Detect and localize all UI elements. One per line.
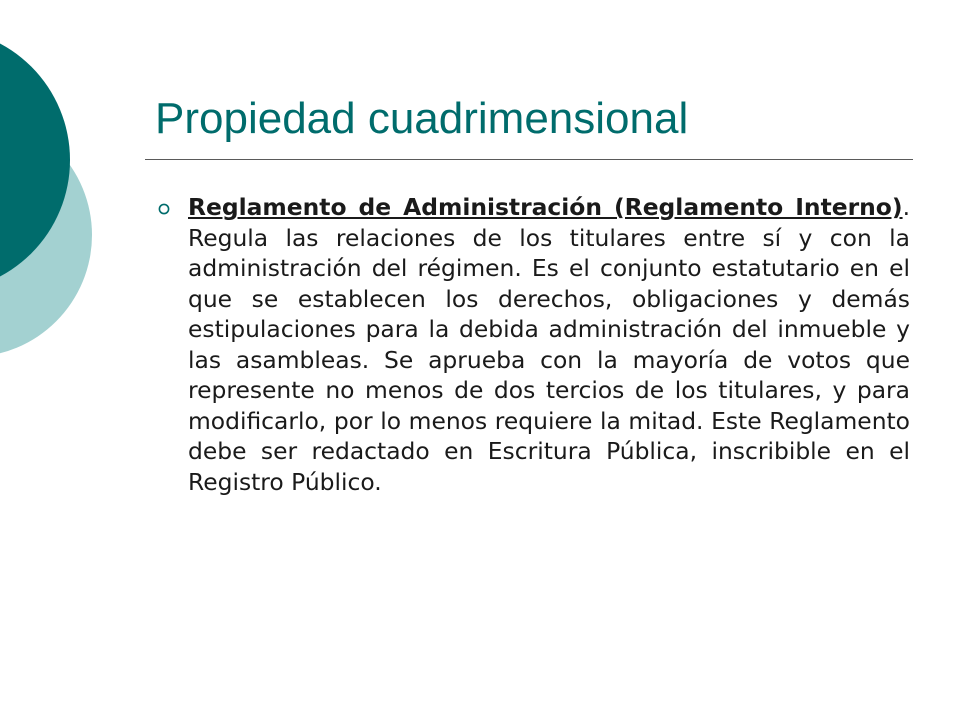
bullet-term: Reglamento de Administración (Reglamento Interno) xyxy=(188,193,903,221)
bullet-text: Regula las relaciones de los titulares entre sí y con la administración del régimen. Es el conjunto estatutario en el que se establecen los derechos, obligaciones y demás estipulaciones para la debida administración del inmueble y las asambleas. Se aprueba con la mayoría de votos que represente no menos de dos tercios de los titulares, y para modificarlo, por lo menos requiere la mitad. Este Reglamento debe ser redactado en Escritura Pública, inscribible en el Registro Público. xyxy=(188,223,910,496)
bullet-term-suffix: . xyxy=(902,193,910,221)
decorative-circles xyxy=(0,0,120,420)
title-divider xyxy=(145,159,913,160)
slide-title: Propiedad cuadrimensional xyxy=(155,94,689,143)
slide-body xyxy=(150,192,910,497)
bullet-paragraph xyxy=(188,192,910,497)
hollow-circle-bullet-icon xyxy=(158,203,170,215)
bullet-item xyxy=(150,192,910,497)
